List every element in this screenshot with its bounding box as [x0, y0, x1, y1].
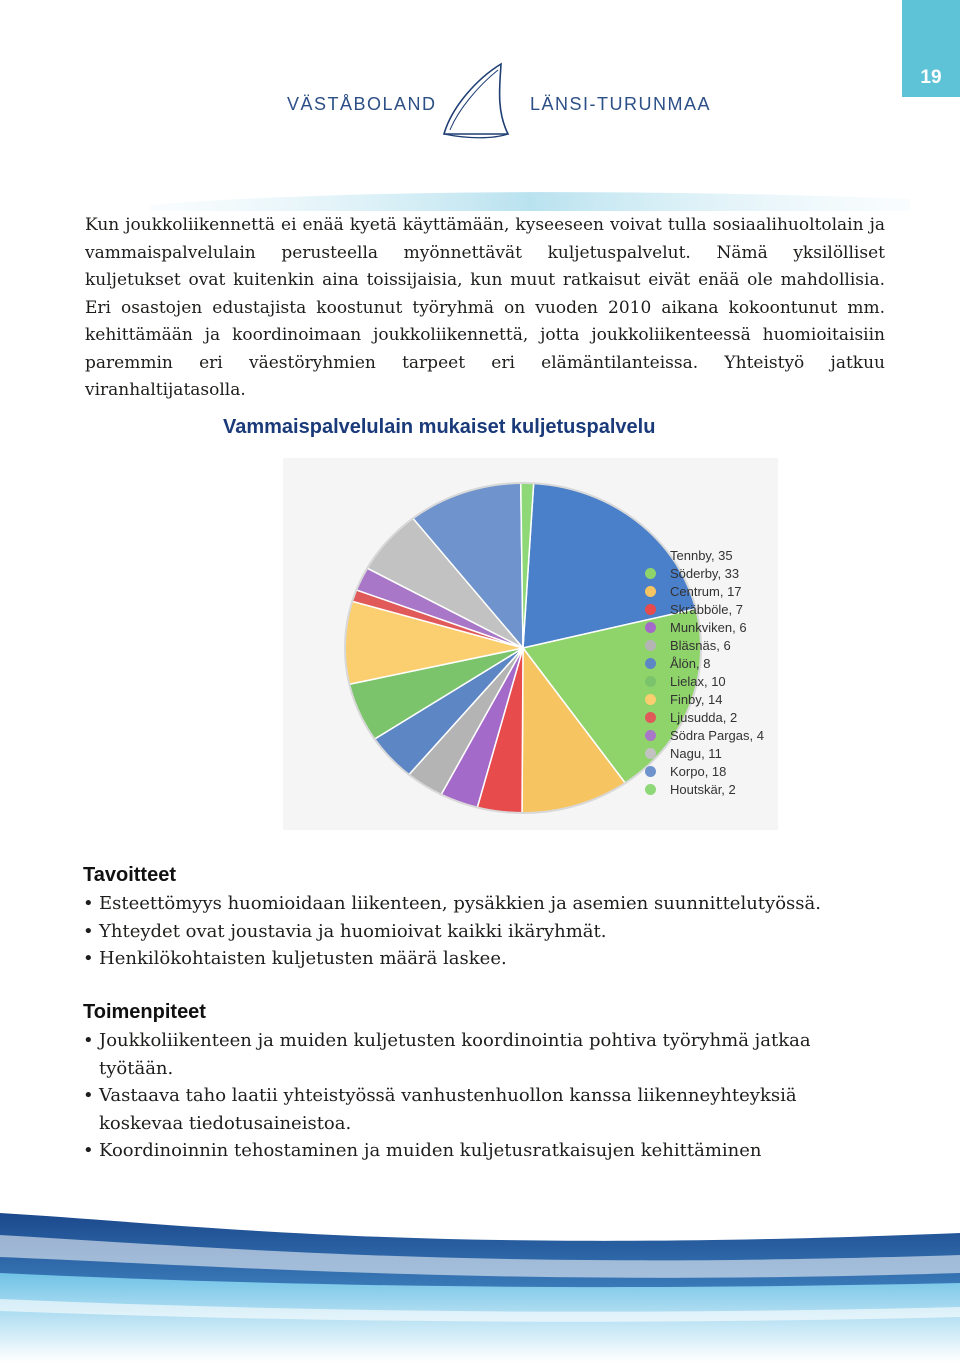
legend-swatch [645, 694, 656, 705]
legend-item [645, 726, 764, 744]
legend-label: Lielax, 10 [670, 673, 726, 689]
legend-label: Tennby, 35 [670, 547, 733, 563]
legend-item [645, 618, 764, 636]
actions-list [83, 1027, 873, 1165]
goals-list [83, 890, 873, 973]
legend-swatch [645, 604, 656, 615]
legend-label: Södra Pargas, 4 [670, 727, 764, 743]
action-item: • Koordinoinnin tehostaminen ja muiden kuljetusratkaisujen kehittäminen [83, 1137, 873, 1165]
legend-label: Nagu, 11 [670, 745, 722, 761]
page-number: 19 [920, 67, 942, 88]
goals-heading: Tavoitteet [83, 864, 176, 886]
legend-swatch [645, 766, 656, 777]
footer-wave-decoration [0, 1195, 960, 1362]
legend-swatch [645, 748, 656, 759]
legend-item [645, 708, 764, 726]
legend-item [645, 780, 764, 798]
legend-label: Munkviken, 6 [670, 619, 747, 635]
legend-item [645, 582, 764, 600]
goal-item: • Esteettömyys huomioidaan liikenteen, pysäkkien ja asemien suunnittelutyössä. [83, 890, 873, 918]
brand-vastaboland: VÄSTÅBOLAND [287, 94, 437, 114]
legend-item [645, 564, 764, 582]
legend-swatch [645, 586, 656, 597]
legend-swatch [645, 676, 656, 687]
legend-swatch [645, 550, 656, 561]
legend-item [645, 600, 764, 618]
chart-title: Vammaispalvelulain mukaiset kuljetuspalvelu [223, 416, 656, 438]
legend-item [645, 636, 764, 654]
legend-label: Korpo, 18 [670, 763, 727, 779]
legend-label: Skräbböle, 7 [670, 601, 743, 617]
legend-item [645, 690, 764, 708]
goal-item: • Yhteydet ovat joustavia ja huomioivat kaikki ikäryhmät. [83, 918, 873, 946]
legend-label: Centrum, 17 [670, 583, 742, 599]
brand-lansi-turunmaa: LÄNSI-TURUNMAA [530, 94, 712, 114]
legend-swatch [645, 658, 656, 669]
goal-item: • Henkilökohtaisten kuljetusten määrä laskee. [83, 945, 873, 973]
legend-swatch [645, 784, 656, 795]
legend-swatch [645, 640, 656, 651]
legend-label: Ljusudda, 2 [670, 709, 738, 725]
intro-paragraph: Kun joukkoliikennettä ei enää kyetä käyttämään, kyseeseen voivat tulla sosiaalihuoltolain ja vammaispalvelulain perusteella myönnettävät kuljetuspalvelut. Nämä yksilölliset kuljetukset ovat kuitenkin aina toissijaisia, kun muut ratkaisut eivät enää ole mahdollisia. Eri osastojen edustajista koostunut työryhmä on vuoden 2010 aikana kokoontunut mm. kehittämään ja koordinoimaan joukkoliikennettä, jotta joukkoliikenteessä huomioitaisiin paremmin eri väestöryhmien tarpeet eri elämäntilanteissa. Yhteistyö jatkuu viranhaltijatasolla. [85, 215, 885, 400]
legend-swatch [645, 712, 656, 723]
sail-logo-icon [438, 60, 518, 140]
legend-item [645, 546, 764, 564]
legend-item [645, 762, 764, 780]
legend-item [645, 672, 764, 690]
actions-heading: Toimenpiteet [83, 1001, 206, 1023]
legend-label: Finby, 14 [670, 691, 723, 707]
legend-swatch [645, 622, 656, 633]
action-item: • Joukkoliikenteen ja muiden kuljetusten koordinointia pohtiva työryhmä jatkaa työtään. [83, 1027, 873, 1082]
header-wave-divider [150, 185, 910, 211]
legend-swatch [645, 730, 656, 741]
legend-label: Söderby, 33 [670, 565, 740, 581]
chart-legend [645, 546, 764, 798]
legend-label: Ålön, 8 [670, 655, 711, 671]
legend-label: Houtskär, 2 [670, 781, 736, 797]
legend-item [645, 744, 764, 762]
legend-label: Bläsnäs, 6 [670, 637, 731, 653]
legend-swatch [645, 568, 656, 579]
page-number-tab [902, 0, 960, 97]
legend-item [645, 654, 764, 672]
action-item: • Vastaava taho laatii yhteistyössä vanhustenhuollon kanssa liikenneyhteyksiä koskevaa tiedotusaineistoa. [83, 1082, 873, 1137]
